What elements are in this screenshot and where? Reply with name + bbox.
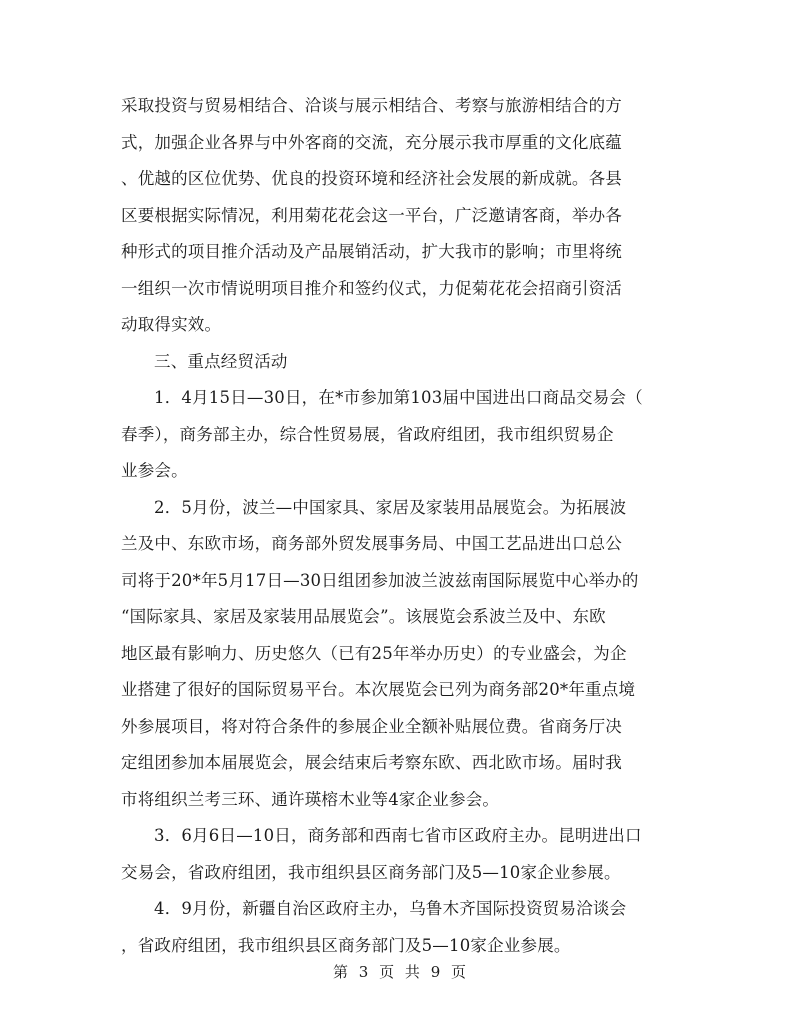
text-line: 、优越的区位优势、优良的投资环境和经济社会发展的新成就。各县 [121,169,622,188]
footer-current-page: 3 [358,963,370,981]
text-line: 业搭建了很好的国际贸易平台。本次展览会已列为商务部20*年重点境 [121,680,636,699]
text-line: 业参会。 [121,461,188,480]
text-line: 兰及中、东欧市场，商务部外贸发展事务局、中国工艺品进出口总公 [121,534,622,553]
text-line: 区要根据实际情况，利用菊花花会这一平台，广泛邀请客商，举办各 [121,205,622,225]
text-line: 三、重点经贸活动 [154,351,288,371]
text-line: 2．5月份，波兰—中国家具、家居及家装用品展览会。为拓展波 [154,497,627,517]
footer-total-word: 共 [404,963,421,981]
document-body [121,88,681,964]
text-line: “国际家具、家居及家装用品展览会”。该展览会系波兰及中、东欧 [121,607,606,626]
text-line: 式，加强企业各界与中外客商的交流，充分展示我市厚重的文化底蕴 [121,132,622,152]
footer-total-pages: 9 [430,963,442,981]
text-line: 1．4月15日—30日，在*市参加第103届中国进出口商品交易会（ [154,388,643,407]
footer-suffix: 页 [451,963,468,981]
text-line: 地区最有影响力、历史悠久（已有25年举办历史）的专业盛会，为企 [121,643,627,663]
text-line: 动取得实效。 [121,315,222,334]
page-footer [0,961,800,982]
text-line: 市将组织兰考三环、通许瑛榕木业等4家企业参会。 [121,789,500,809]
text-line: ，省政府组团，我市组织县区商务部门及5—10家企业参展。 [121,935,571,955]
footer-prefix: 第 [332,963,349,981]
text-line: 春季），商务部主办，综合性贸易展，省政府组团，我市组织贸易企 [121,424,614,444]
text-line: 交易会，省政府组团，我市组织县区商务部门及5—10家企业参展。 [121,862,621,882]
text-line: 外参展项目，将对符合条件的参展企业全额补贴展位费。省商务厅决 [121,716,622,736]
text-line: 种形式的项目推介活动及产品展销活动，扩大我市的影响；市里将统 [121,242,622,261]
text-line: 司将于20*年5月17日—30日组团参加波兰波兹南国际展览中心举办的 [121,570,639,590]
text-line: 4．9月份，新疆自治区政府主办，乌鲁木齐国际投资贸易洽谈会 [154,899,627,918]
text-line: 一组织一次市情说明项目推介和签约仪式，力促菊花花会招商引资活 [121,278,622,298]
footer-page-word: 页 [379,963,396,981]
text-line: 采取投资与贸易相结合、洽谈与展示相结合、考察与旅游相结合的方 [121,96,622,115]
text-line: 定组团参加本届展览会，展会结束后考察东欧、西北欧市场。届时我 [121,753,622,772]
text-line: 3．6月6日—10日，商务部和西南七省市区政府主办。昆明进出口 [154,826,642,845]
